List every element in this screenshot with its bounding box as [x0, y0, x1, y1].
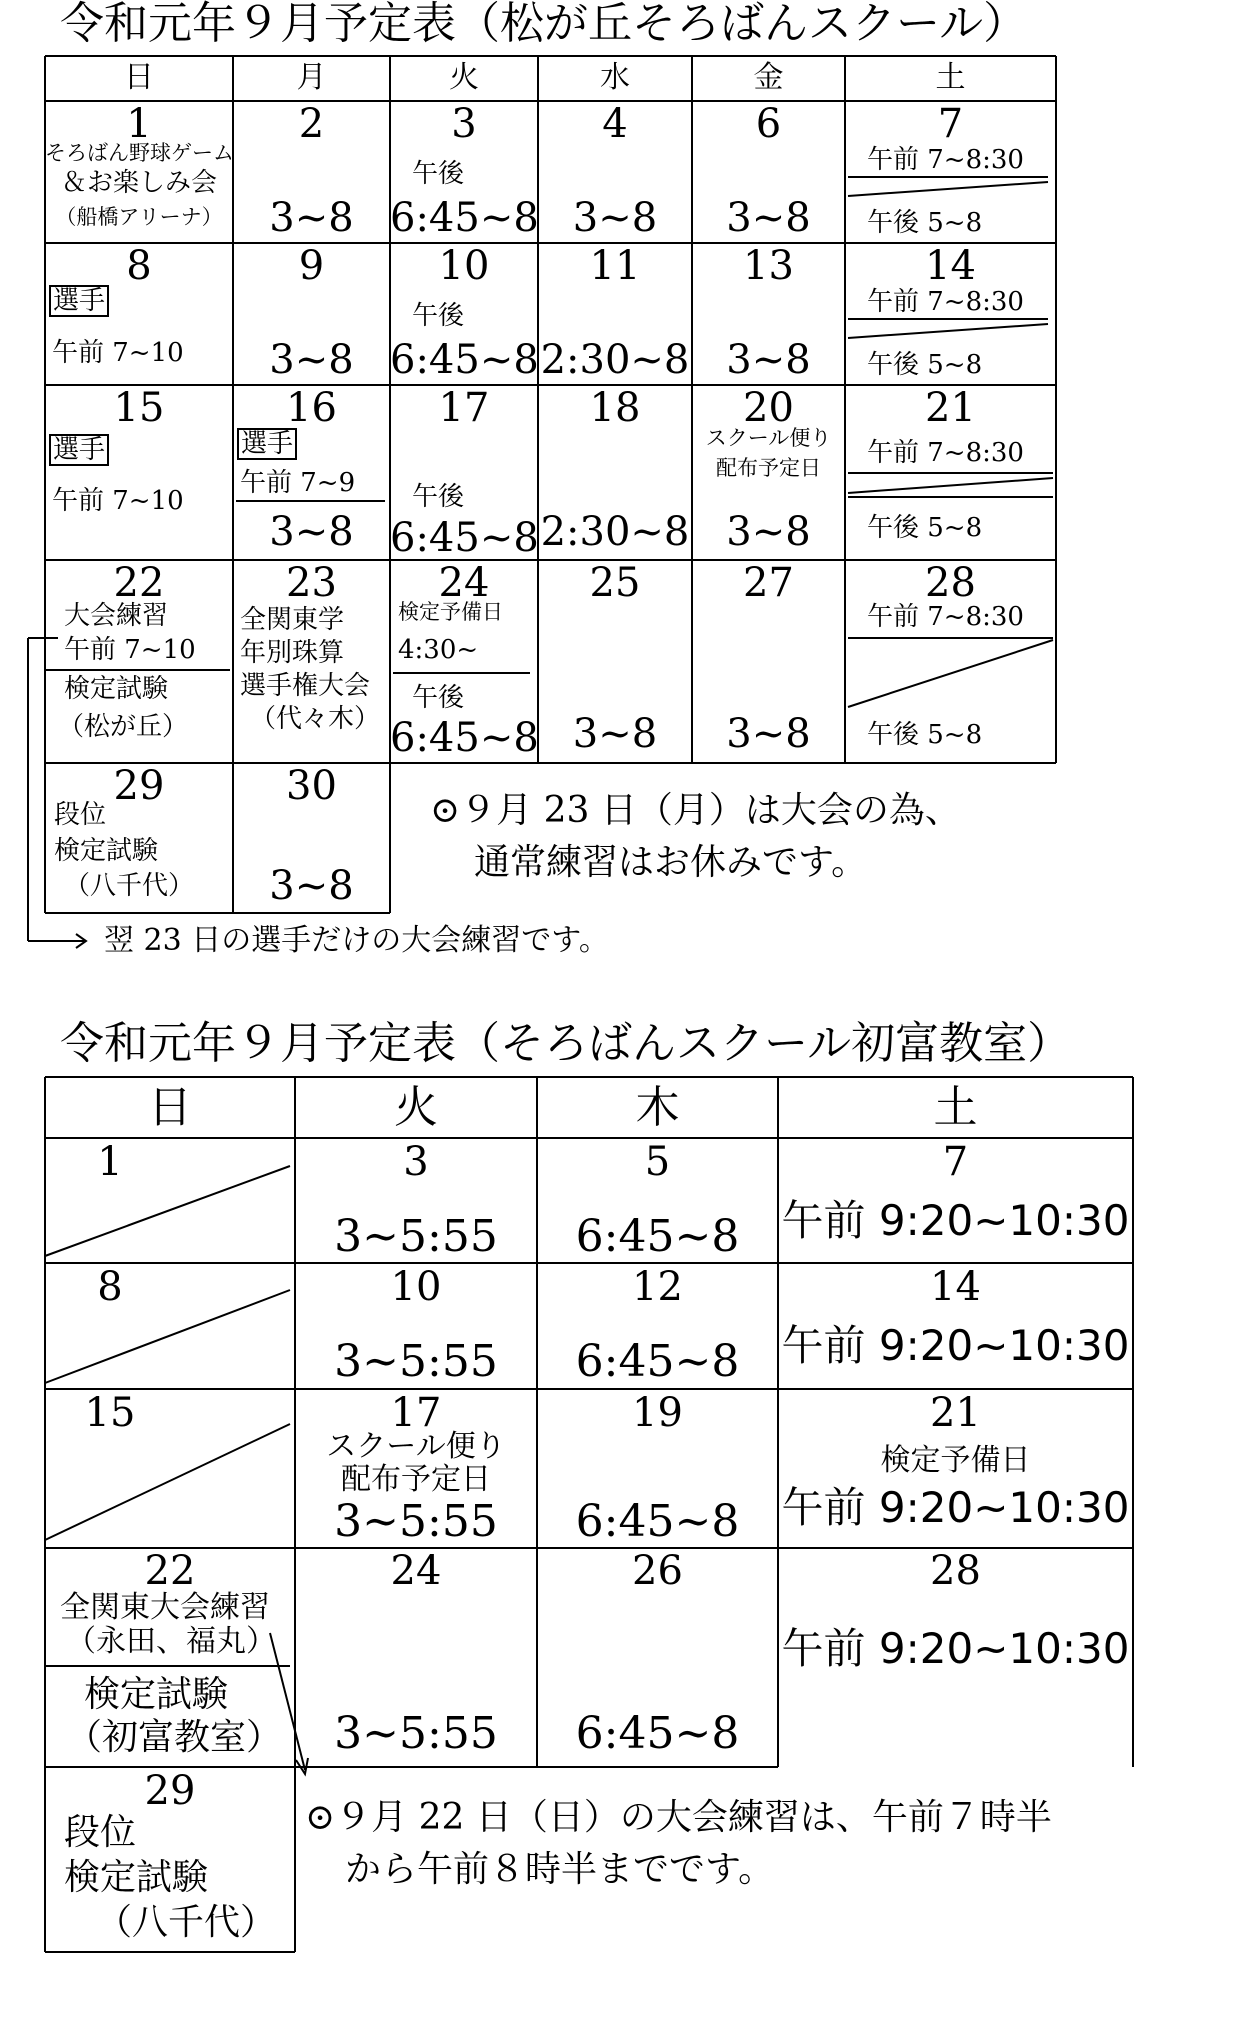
am-time: 午前 7~8:30 [867, 438, 1024, 468]
time-range: 6:45~8 [575, 1496, 740, 1547]
day-number: 15 [84, 1390, 136, 1436]
am-time: 午前 7~8:30 [867, 602, 1024, 632]
header-sun: 日 [124, 60, 154, 95]
day-number: 15 [113, 385, 165, 431]
day-number: 11 [589, 243, 641, 289]
pm-time: 午後 5~8 [867, 208, 983, 238]
day-number: 17 [438, 385, 490, 431]
day-number: 28 [925, 560, 976, 606]
time-range: 3~5:55 [334, 1211, 498, 1262]
day-number: 8 [126, 243, 152, 289]
player-tag: 選手 [49, 434, 109, 466]
pm-label: 午後 [412, 159, 465, 189]
day-number: 16 [286, 385, 337, 431]
day-number: 6 [755, 101, 782, 147]
day-number: 14 [930, 1264, 981, 1310]
cell-note: 配布予定日 [341, 1462, 491, 1497]
time-range: 3~8 [269, 509, 354, 555]
arrow-note: 翌 23 日の選手だけの大会練習です。 [104, 923, 609, 958]
cell-note: ＆お楽しみ会 [60, 168, 217, 198]
day-number: 21 [925, 385, 976, 431]
pm-time: 午後 5~8 [867, 350, 983, 380]
schedule2-notice [305, 1792, 1052, 1896]
cell-note: 4:30~ [398, 635, 479, 665]
day-number: 7 [937, 101, 964, 147]
day-number: 1 [97, 1139, 123, 1185]
day-number: 1 [126, 101, 152, 147]
day-number: 4 [602, 101, 628, 147]
header-sat: 土 [935, 60, 966, 95]
time-range: 3~8 [269, 337, 354, 383]
day-number: 7 [942, 1139, 969, 1185]
header-thu: 木 [635, 1082, 680, 1133]
cell-note: （初富教室） [66, 1717, 283, 1758]
time-range: 6:45~8 [390, 715, 539, 761]
time-range: 午前 9:20~10:30 [781, 1624, 1130, 1673]
cell-note: 検定予備日 [398, 600, 503, 624]
time-range: 3~5:55 [334, 1496, 498, 1547]
cell-line: 午前 7~9 [240, 468, 356, 498]
day-number: 13 [743, 243, 794, 289]
schedule1-notice [430, 785, 961, 889]
time-range: 3~8 [726, 711, 811, 757]
day-number: 28 [930, 1548, 981, 1594]
header-sat: 土 [933, 1082, 978, 1133]
header-tue: 火 [394, 1082, 438, 1133]
time-range: 3~8 [726, 509, 811, 555]
notice-line: ⊙９月 23 日（月）は大会の為、 [430, 790, 961, 831]
am-time: 午前 7~8:30 [867, 287, 1024, 317]
day-number: 29 [144, 1768, 196, 1814]
cell-line: 午前 7~10 [52, 486, 184, 516]
header-tue: 火 [449, 60, 479, 95]
cell-note: 段位 [64, 1812, 137, 1853]
time-range: 午前 9:20~10:30 [781, 1483, 1130, 1532]
cell-note: 年別珠算 [240, 638, 345, 668]
time-range: 午前 9:20~10:30 [781, 1196, 1130, 1245]
day-number: 22 [144, 1548, 196, 1594]
day-number: 12 [632, 1264, 683, 1310]
cell-note: 午前 7~10 [64, 635, 196, 665]
cell-note: 検定試験 [64, 1857, 209, 1898]
notice-line: から午前８時半までです。 [345, 1849, 775, 1891]
day-number: 30 [286, 763, 337, 809]
cell-note: スクール便り [705, 426, 832, 450]
time-range: 3~8 [726, 195, 811, 241]
time-range: 3~8 [572, 711, 658, 757]
time-range: 2:30~8 [540, 337, 690, 383]
cell-note: 検定試験 [84, 1674, 229, 1715]
cell-note: （八千代） [96, 1902, 277, 1943]
time-range: 6:45~8 [575, 1211, 740, 1262]
time-range: 3~8 [572, 195, 658, 241]
cell-note: （八千代） [64, 871, 195, 901]
pm-label: 午後 [412, 683, 465, 713]
day-number: 24 [390, 1548, 442, 1594]
time-range: 6:45~8 [575, 1336, 740, 1387]
notice-line: ⊙９月 22 日（日）の大会練習は、午前７時半 [305, 1797, 1052, 1838]
pm-label: 午後 [412, 301, 465, 331]
day-number: 26 [632, 1548, 683, 1594]
time-range: 6:45~8 [390, 515, 539, 561]
time-range: 3~8 [269, 195, 354, 241]
time-range: 3~5:55 [334, 1708, 498, 1759]
day-number: 19 [632, 1390, 683, 1436]
header-mon: 月 [296, 60, 327, 95]
header-wed: 水 [600, 60, 630, 95]
cell-note: （船橋アリーナ） [55, 205, 223, 229]
time-range: 6:45~8 [390, 195, 539, 241]
cell-note: 検定試験 [54, 836, 159, 866]
player-tag: 選手 [49, 285, 109, 317]
day-number: 24 [438, 560, 490, 606]
pm-label: 午後 [412, 482, 465, 512]
schedule2-title: 令和元年９月予定表（そろばんスクール初富教室） [60, 1018, 1072, 1069]
day-number: 10 [390, 1264, 442, 1310]
notice-line: 通常練習はお休みです。 [474, 842, 868, 884]
time-range: 3~8 [269, 863, 354, 909]
day-number: 17 [390, 1390, 442, 1436]
time-range: 3~8 [726, 337, 811, 383]
cell-note: 全関東大会練習 [60, 1590, 270, 1625]
pm-time: 午後 5~8 [867, 720, 983, 750]
time-range: 2:30~8 [540, 509, 690, 555]
day-number: 18 [589, 385, 641, 431]
day-number: 8 [97, 1264, 123, 1310]
header-fri: 金 [753, 60, 784, 95]
player-tag: 選手 [237, 428, 297, 460]
time-range: 6:45~8 [575, 1708, 740, 1759]
day-number: 25 [589, 560, 641, 606]
day-number: 22 [113, 560, 165, 606]
day-number: 29 [113, 763, 165, 809]
day-number: 9 [298, 243, 325, 289]
day-number: 23 [286, 560, 337, 606]
pm-time: 午後 5~8 [867, 513, 983, 543]
header-sun: 日 [148, 1082, 192, 1133]
cell-line: 午前 7~10 [52, 338, 184, 368]
day-number: 2 [298, 101, 325, 147]
cell-note: 全関東学 [240, 605, 345, 635]
day-number: 5 [644, 1139, 671, 1185]
day-number: 3 [403, 1139, 429, 1185]
cell-note: （代々木） [250, 704, 381, 734]
day-number: 27 [743, 560, 794, 606]
day-number: 14 [925, 243, 976, 289]
cell-note: 段位 [54, 800, 107, 830]
day-number: 21 [930, 1390, 981, 1436]
day-number: 3 [451, 101, 477, 147]
cell-note: 配布予定日 [716, 456, 821, 480]
cell-note: 検定試験 [64, 674, 169, 704]
cell-note: 検定予備日 [880, 1443, 1031, 1478]
cell-note: 選手権大会 [240, 671, 371, 701]
cell-note: （松が丘） [58, 712, 189, 742]
am-time: 午前 7~8:30 [867, 145, 1024, 175]
cell-note: 大会練習 [64, 601, 169, 631]
time-range: 午前 9:20~10:30 [781, 1321, 1130, 1370]
day-number: 10 [438, 243, 490, 289]
day-number: 20 [743, 385, 794, 431]
cell-note: （永田、福丸） [66, 1624, 276, 1659]
cell-note: スクール便り [326, 1429, 506, 1464]
cell-note: そろばん野球ゲーム [45, 141, 234, 165]
time-range: 3~5:55 [334, 1336, 498, 1387]
time-range: 6:45~8 [390, 337, 539, 383]
schedule1-title: 令和元年９月予定表（松が丘そろばんスクール） [60, 0, 1028, 49]
